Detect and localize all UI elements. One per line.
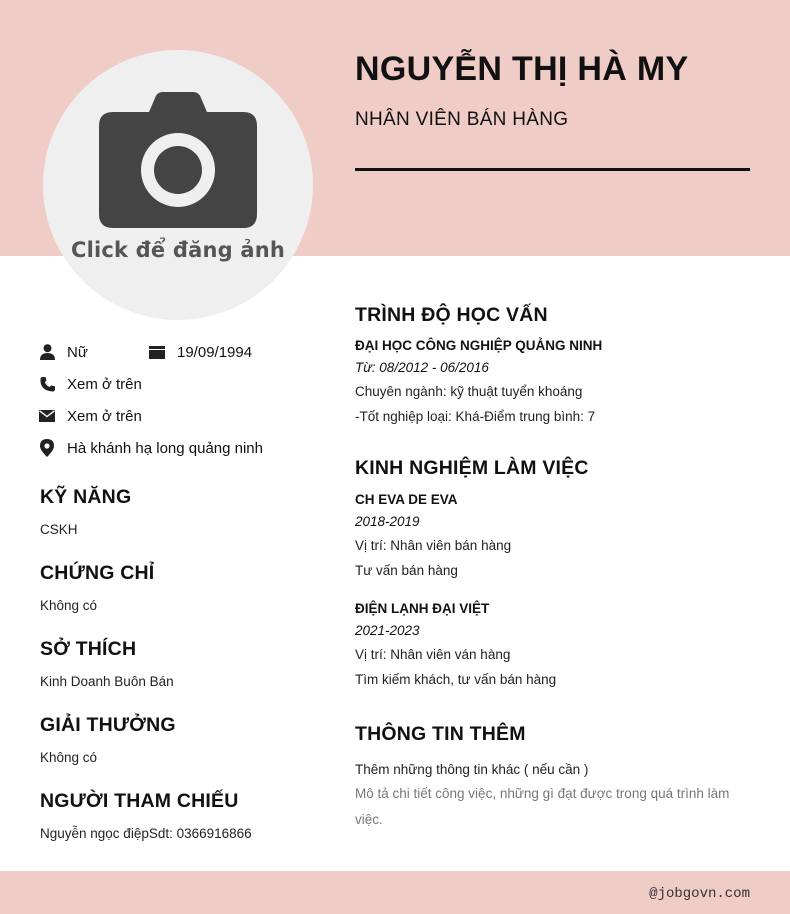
phone-row	[38, 375, 142, 393]
person-icon	[38, 343, 56, 361]
section-heading: NGƯỜI THAM CHIẾU	[40, 790, 239, 812]
section-body: Không có	[40, 598, 98, 613]
section-body: CSKH	[40, 522, 78, 537]
camera-icon	[97, 90, 259, 232]
job-period: 2018-2019	[355, 514, 420, 529]
section-body: Nguyễn ngọc điệpSdt: 0366916866	[40, 826, 252, 841]
extra-line[interactable]: Thêm những thông tin khác ( nếu cần )	[355, 762, 589, 777]
avatar-upload-label: Click để đăng ảnh	[70, 238, 286, 262]
address-row	[38, 439, 263, 457]
phone-icon	[38, 375, 56, 393]
section-heading: KỸ NĂNG	[40, 486, 132, 508]
email-value: Xem ở trên	[67, 407, 142, 425]
experience-heading: KINH NGHIỆM LÀM VIỆC	[355, 457, 589, 479]
address-value: Hà khánh hạ long quảng ninh	[67, 439, 263, 457]
extra-heading: THÔNG TIN THÊM	[355, 723, 526, 745]
education-line: -Tốt nghiệp loại: Khá-Điểm trung bình: 7	[355, 409, 596, 424]
education-period: Từ: 08/2012 - 06/2016	[355, 360, 489, 375]
gender-row	[38, 343, 88, 361]
job-line: Tìm kiếm khách, tư vấn bán hàng	[355, 672, 557, 687]
avatar-upload[interactable]	[43, 50, 313, 320]
phone-value: Xem ở trên	[67, 375, 142, 393]
education-heading: TRÌNH ĐỘ HỌC VẤN	[355, 304, 548, 326]
section-body: Không có	[40, 750, 98, 765]
candidate-job-title: NHÂN VIÊN BÁN HÀNG	[355, 109, 569, 130]
left-sections	[40, 486, 330, 866]
education-section	[355, 304, 755, 424]
education-line: Chuyên ngành: kỹ thuật tuyển khoáng	[355, 384, 583, 399]
location-icon	[38, 439, 56, 457]
mail-icon	[38, 407, 56, 425]
job-line: Tư vấn bán hàng	[355, 563, 458, 578]
skills-section	[40, 486, 330, 562]
experience-section	[355, 457, 755, 687]
section-heading: GIẢI THƯỞNG	[40, 714, 176, 736]
candidate-name: NGUYỄN THỊ HÀ MY	[355, 50, 689, 88]
footer-brand: @jobgovn.com	[649, 886, 750, 902]
education-school: ĐẠI HỌC CÔNG NGHIỆP QUẢNG NINH	[355, 338, 603, 353]
awards-section	[40, 714, 330, 790]
extra-placeholder[interactable]: Mô tả chi tiết công việc, những gì đạt được trong quá trình làm việc.	[355, 786, 730, 827]
gender-value: Nữ	[67, 343, 88, 361]
references-section	[40, 790, 330, 866]
birthdate-row	[148, 343, 252, 361]
job-line: Vị trí: Nhân viên ván hàng	[355, 647, 511, 662]
job-company: CH EVA DE EVA	[355, 492, 458, 507]
hobbies-section	[40, 638, 330, 714]
section-heading: CHỨNG CHỈ	[40, 562, 155, 584]
job-period: 2021-2023	[355, 623, 420, 638]
section-heading: SỞ THÍCH	[40, 638, 137, 660]
extra-section	[355, 723, 755, 833]
job-line: Vị trí: Nhân viên bán hàng	[355, 538, 512, 553]
email-row	[38, 407, 142, 425]
section-body: Kinh Doanh Buôn Bán	[40, 674, 174, 689]
job-company: ĐIỆN LẠNH ĐẠI VIỆT	[355, 601, 490, 616]
birthdate-value: 19/09/1994	[177, 343, 253, 361]
title-divider	[355, 168, 750, 171]
calendar-icon	[148, 343, 166, 361]
certificates-section	[40, 562, 330, 638]
